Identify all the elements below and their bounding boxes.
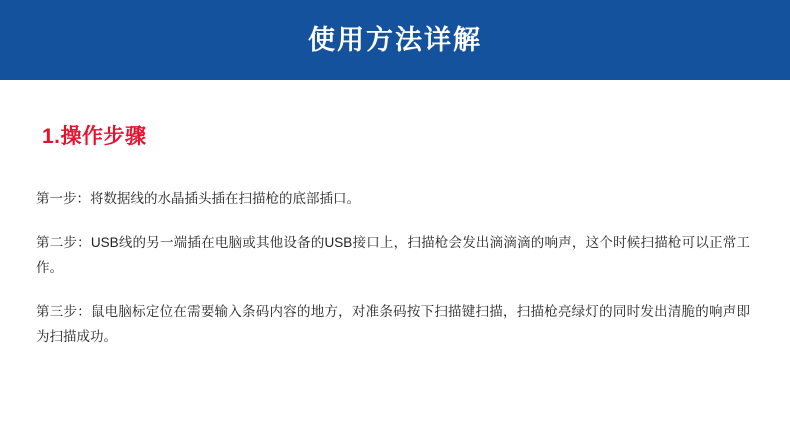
list-item: 第二步：USB线的另一端插在电脑或其他设备的USB接口上，扫描枪会发出滴滴滴的响声，这个时候扫描枪可以正常工作。 bbox=[36, 235, 750, 275]
page-title: 使用方法详解 bbox=[308, 24, 482, 55]
steps-list bbox=[36, 186, 750, 349]
page-header bbox=[0, 0, 790, 80]
list-item: 第一步：将数据线的水晶插头插在扫描枪的底部插口。 bbox=[36, 191, 360, 206]
list-item: 第三步：鼠电脑标定位在需要输入条码内容的地方，对准条码按下扫描键扫描，扫描枪亮绿灯的同时发出清脆的响声即为扫描成功。 bbox=[36, 304, 750, 344]
page-content bbox=[0, 120, 790, 349]
section-heading: 1.操作步骤 bbox=[42, 125, 147, 148]
